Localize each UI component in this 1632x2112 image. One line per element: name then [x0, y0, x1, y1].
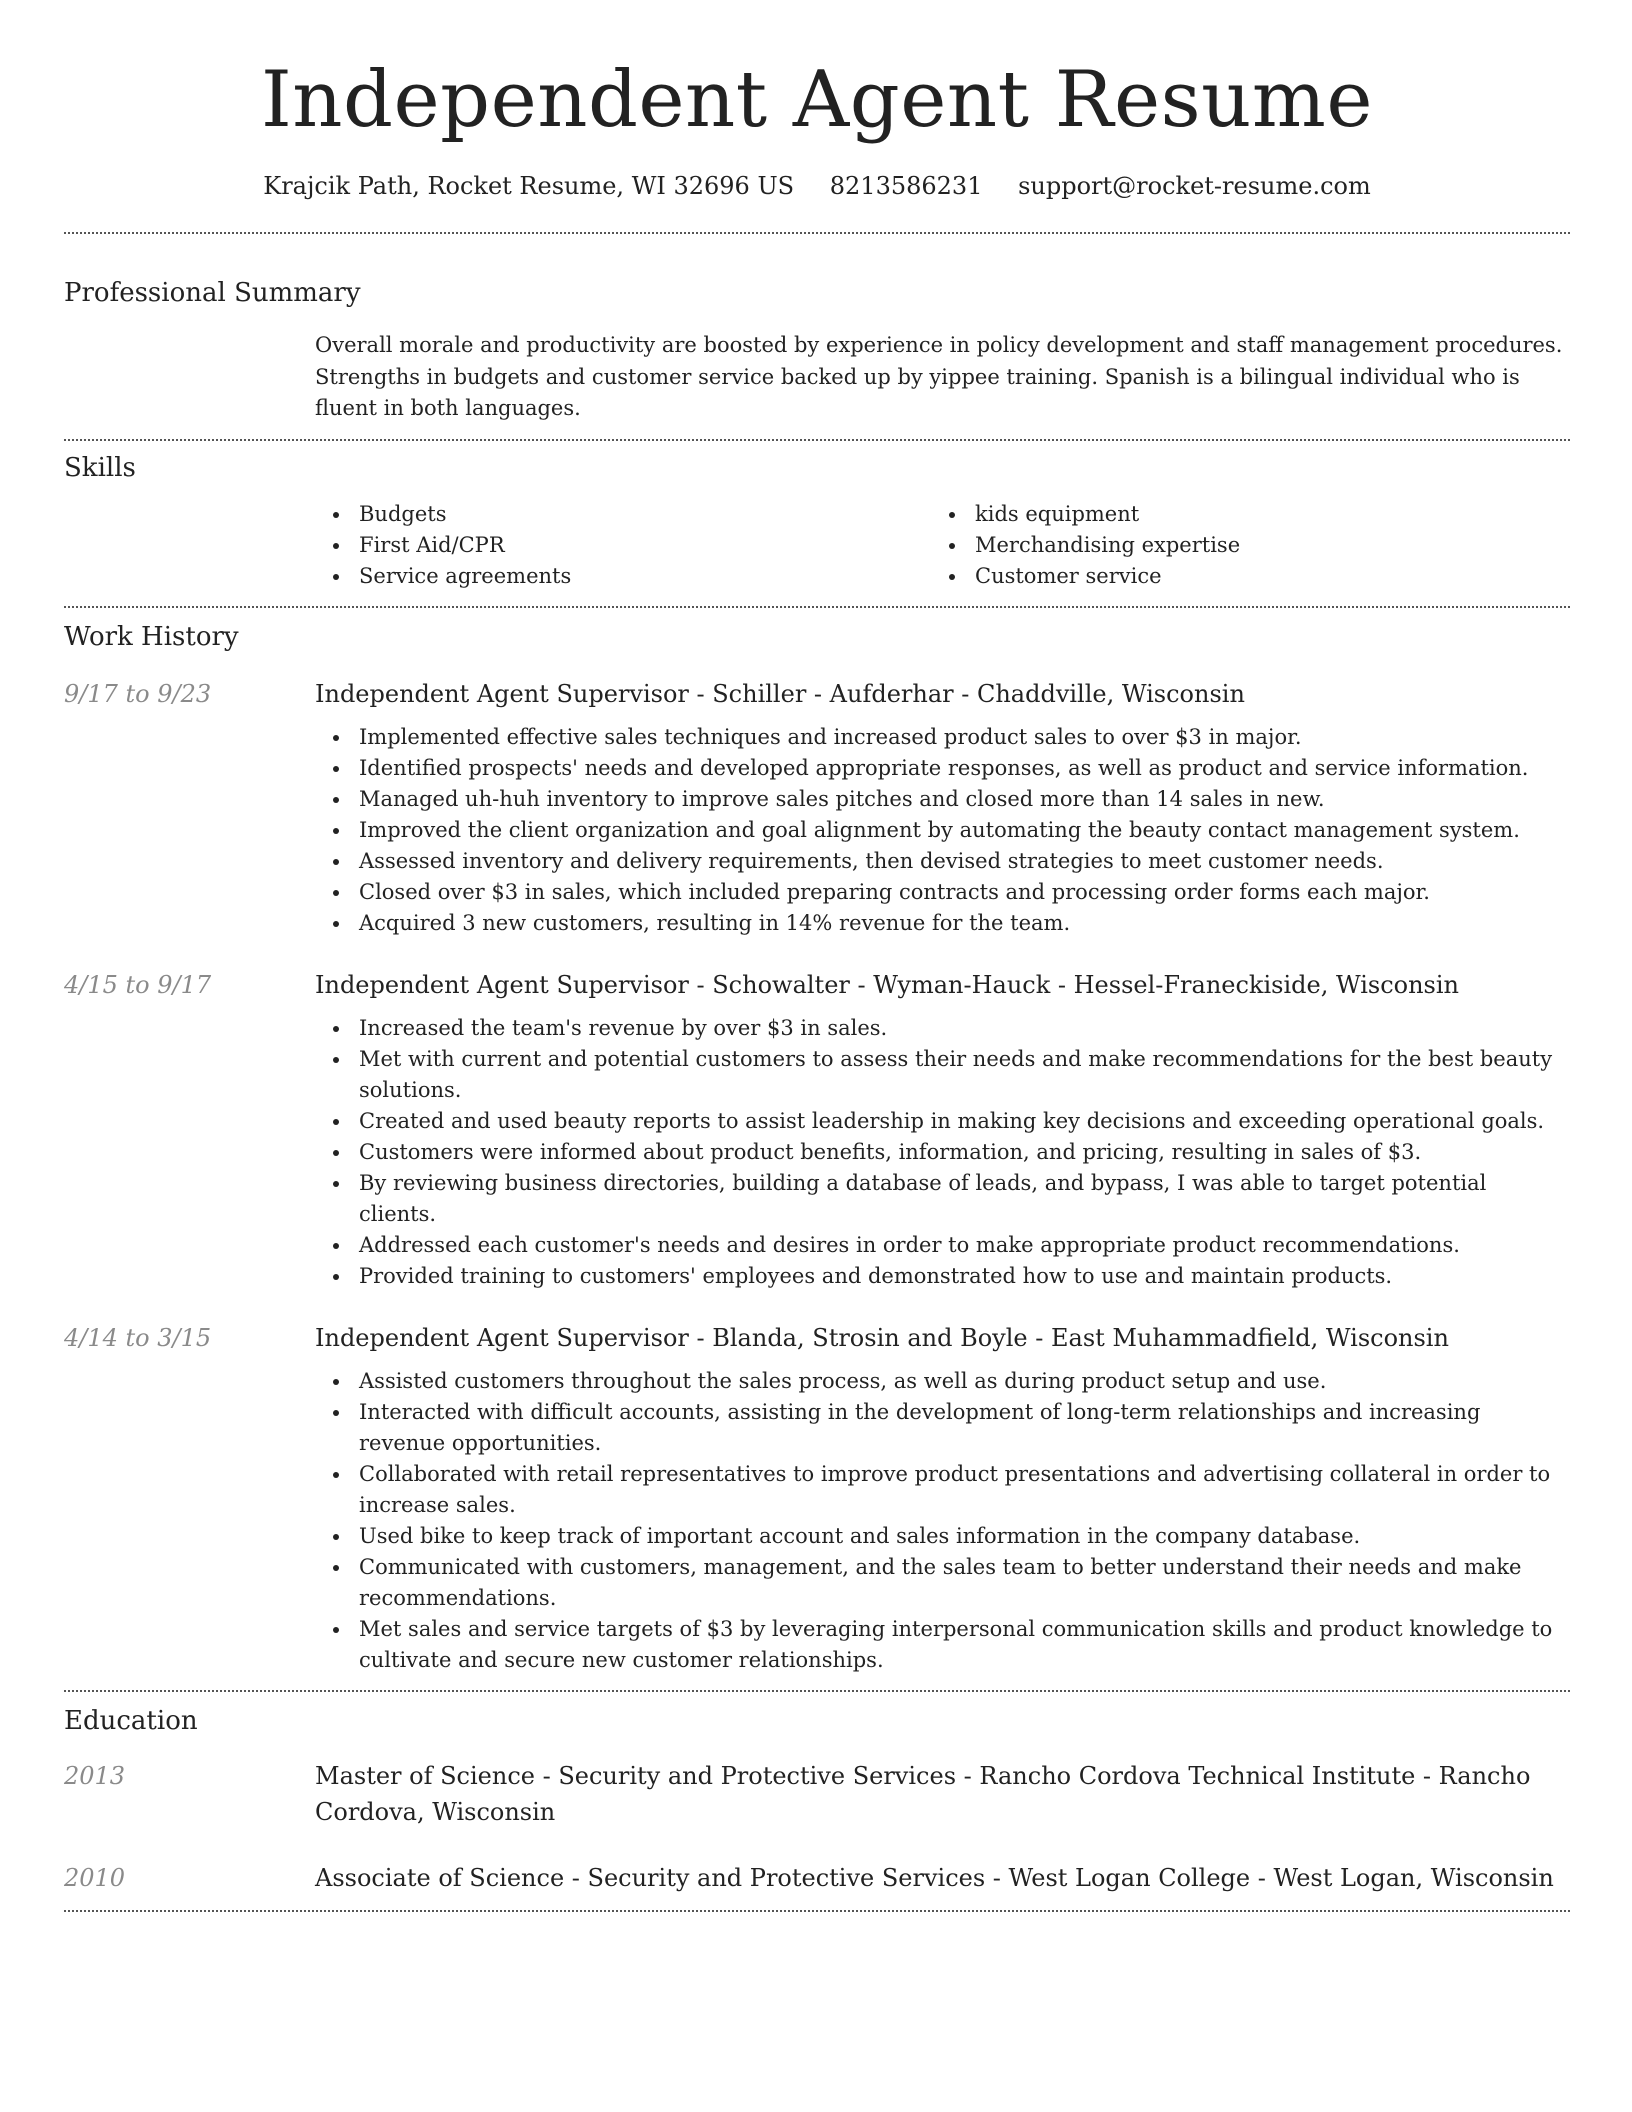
job-header — [315, 1320, 1570, 1356]
job-bullet: Improved the client organization and goal alignment by automating the beauty contact management system. — [359, 815, 1570, 846]
job-header — [315, 676, 1570, 712]
skills-column-right — [931, 499, 1547, 592]
job-entry — [64, 967, 1570, 1292]
skill-item: Merchandising expertise — [975, 530, 1547, 561]
skills-heading: Skills — [64, 452, 136, 483]
job-bullets — [315, 722, 1570, 939]
job-details: - Blanda, Strosin and Boyle - East Muhammadfield, Wisconsin — [688, 1323, 1449, 1352]
job-bullet: Identified prospects' needs and developed appropriate responses, as well as product and service information. — [359, 753, 1570, 784]
job-bullet: Addressed each customer's needs and desires in order to make appropriate product recommendations. — [359, 1230, 1570, 1261]
education-year: 2013 — [64, 1761, 126, 1790]
job-bullet: Closed over $3 in sales, which included preparing contracts and processing order forms each major. — [359, 877, 1570, 908]
job-bullet: Managed uh-huh inventory to improve sales pitches and closed more than 14 sales in new. — [359, 784, 1570, 815]
job-details: - Schiller - Aufderhar - Chaddville, Wisconsin — [688, 679, 1245, 708]
job-role: Independent Agent Supervisor — [315, 679, 689, 708]
job-bullet: Provided training to customers' employees and demonstrated how to use and maintain products. — [359, 1261, 1570, 1292]
job-bullet: Customers were informed about product benefits, information, and pricing, resulting in sales of $3. — [359, 1137, 1570, 1168]
skills-grid — [315, 499, 1570, 592]
summary-text: Overall morale and productivity are boosted by experience in policy development and staff management procedures. Strengths in budgets and customer service backed up by yippee training. Spanish is a bilingual individual who is fluent in both languages. — [315, 333, 1563, 420]
resume-title: Independent Agent Resume — [261, 55, 1373, 145]
job-bullet: Met with current and potential customers to assess their needs and make recommendations for the best beauty solutions. — [359, 1044, 1570, 1106]
job-bullet: Communicated with customers, management, and the sales team to better understand their needs and make recommendations. — [359, 1552, 1570, 1614]
job-role: Independent Agent Supervisor — [315, 970, 689, 999]
job-bullets — [315, 1366, 1570, 1676]
summary-section — [64, 234, 1570, 439]
job-bullet: Met sales and service targets of $3 by leveraging interpersonal communication skills and product knowledge to cultivate and secure new customer relationships. — [359, 1614, 1570, 1676]
resume-page — [64, 0, 1570, 1912]
job-bullet: Implemented effective sales techniques and increased product sales to over $3 in major. — [359, 722, 1570, 753]
job-bullet: Assisted customers throughout the sales process, as well as during product setup and use. — [359, 1366, 1570, 1397]
education-heading: Education — [64, 1705, 198, 1736]
contact-email: support@rocket-resume.com — [1018, 172, 1371, 200]
education-details: Master of Science - Security and Protective Services - Rancho Cordova Technical Institute - Rancho Cordova, Wisconsin — [315, 1761, 1531, 1826]
education-details: Associate of Science - Security and Protective Services - West Logan College - West Logan, Wisconsin — [315, 1863, 1554, 1892]
contact-line — [64, 170, 1570, 202]
job-bullet: Used bike to keep track of important account and sales information in the company database. — [359, 1521, 1570, 1552]
job-bullet: Acquired 3 new customers, resulting in 14% revenue for the team. — [359, 908, 1570, 939]
job-dates: 4/15 to 9/17 — [64, 970, 212, 999]
work-history-heading: Work History — [64, 621, 239, 652]
job-header — [315, 967, 1570, 1003]
job-bullet: Created and used beauty reports to assist leadership in making key decisions and exceeding operational goals. — [359, 1106, 1570, 1137]
job-bullets — [315, 1013, 1570, 1292]
education-entry — [64, 1758, 1570, 1830]
job-bullet: Collaborated with retail representatives to improve product presentations and advertising collateral in order to increase sales. — [359, 1459, 1570, 1521]
job-bullet: By reviewing business directories, building a database of leads, and bypass, I was able to target potential clients. — [359, 1168, 1570, 1230]
skill-item: kids equipment — [975, 499, 1547, 530]
skill-item: Budgets — [359, 499, 931, 530]
contact-address: Krajcik Path, Rocket Resume, WI 32696 US — [263, 172, 795, 200]
divider — [64, 1910, 1570, 1912]
job-role: Independent Agent Supervisor — [315, 1323, 689, 1352]
contact-phone: 8213586231 — [829, 172, 983, 200]
education-year: 2010 — [64, 1863, 126, 1892]
summary-heading: Professional Summary — [64, 278, 361, 308]
skills-column-left — [315, 499, 931, 592]
job-bullet: Interacted with difficult accounts, assisting in the development of long-term relationships and increasing revenue opportunities. — [359, 1397, 1570, 1459]
education-section — [64, 1692, 1570, 1910]
work-history-section — [64, 608, 1570, 1690]
education-entry — [64, 1860, 1570, 1896]
job-bullet: Increased the team's revenue by over $3 in sales. — [359, 1013, 1570, 1044]
job-dates: 4/14 to 3/15 — [64, 1323, 212, 1352]
skill-item: Customer service — [975, 561, 1547, 592]
job-dates: 9/17 to 9/23 — [64, 679, 212, 708]
job-entry — [64, 1320, 1570, 1676]
job-entry — [64, 676, 1570, 939]
skill-item: Service agreements — [359, 561, 931, 592]
job-bullet: Assessed inventory and delivery requirements, then devised strategies to meet customer needs. — [359, 846, 1570, 877]
job-details: - Schowalter - Wyman-Hauck - Hessel-Franeckiside, Wisconsin — [688, 970, 1459, 999]
skills-section — [64, 441, 1570, 606]
skill-item: First Aid/CPR — [359, 530, 931, 561]
